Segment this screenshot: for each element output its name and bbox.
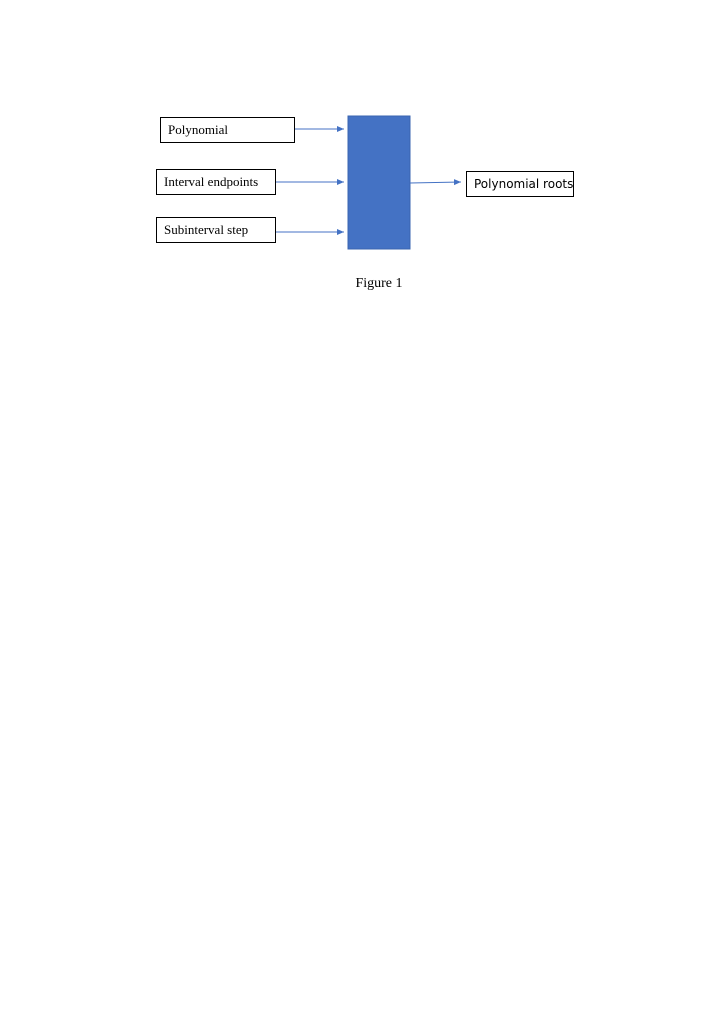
process-block [348, 116, 410, 249]
output-box-polynomial-roots [467, 172, 574, 197]
input-label-subinterval-step: Subinterval step [164, 222, 249, 237]
input-box-interval-endpoints [157, 170, 276, 195]
input-label-polynomial: Polynomial [168, 122, 228, 137]
output-label-polynomial-roots: Polynomial roots [474, 177, 574, 191]
arrow-output [410, 182, 461, 183]
input-box-polynomial [161, 118, 295, 143]
figure-caption: Figure 1 [355, 276, 403, 291]
input-label-interval-endpoints: Interval endpoints [164, 174, 259, 189]
input-box-subinterval-step [157, 218, 276, 243]
